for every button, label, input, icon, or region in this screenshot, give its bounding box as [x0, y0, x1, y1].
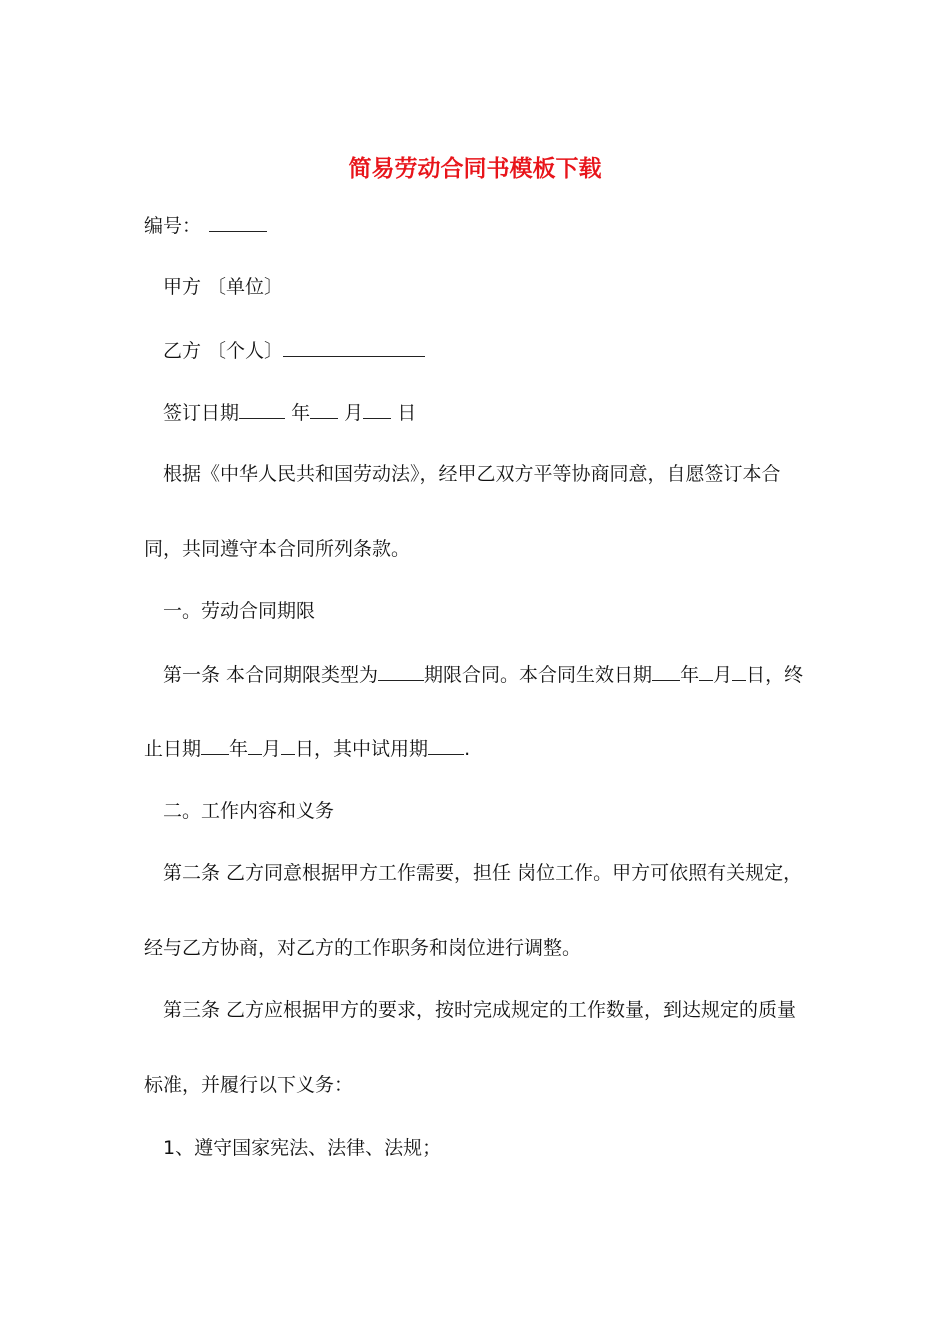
sign-date-label: 签订日期: [163, 402, 240, 424]
section-2-heading: 二。工作内容和义务: [163, 800, 335, 822]
end-day-blank: [281, 736, 295, 755]
intro-paragraph-line1: 根据《中华人民共和国劳动法》，经甲乙双方平等协商同意，自愿签订本合: [163, 463, 781, 485]
article-1-text-c: 年: [680, 664, 700, 686]
article-1-text-b: 期限合同。本合同生效日期: [424, 664, 653, 686]
sign-date-year-label: 年: [291, 402, 311, 424]
article-2-line2: 经与乙方协商，对乙方的工作职务和岗位进行调整。: [144, 937, 582, 959]
obligation-item-1: 1、遵守国家宪法、法律、法规；: [163, 1137, 442, 1159]
sign-date-month-blank: [310, 400, 338, 419]
article-1-line1: [163, 662, 803, 687]
article-3-line1: 第三条 乙方应根据甲方的要求，按时完成规定的工作数量，到达规定的质量: [163, 999, 797, 1021]
article-1-text-e: 日，终: [746, 664, 804, 686]
document-title: 简易劳动合同书模板下载: [348, 155, 602, 182]
article-3-line2: 标准，并履行以下义务：: [144, 1074, 354, 1096]
article-1-text-a: 第一条 本合同期限类型为: [163, 664, 379, 686]
party-b-label: 乙方 〔个人〕: [163, 340, 284, 362]
effective-month-blank: [699, 662, 713, 681]
contract-number-line: [144, 213, 267, 238]
article-1-end-year: 年: [229, 738, 249, 760]
sign-date-day-blank: [363, 400, 391, 419]
article-2-line1: 第二条 乙方同意根据甲方工作需要，担任 岗位工作。甲方可依照有关规定，: [163, 862, 803, 884]
probation-blank: [428, 736, 464, 755]
sign-date-year-blank: [239, 400, 285, 419]
article-1-line2: [144, 736, 470, 761]
article-1-period: .: [464, 738, 471, 760]
article-1-end-month: 月: [262, 738, 282, 760]
intro-paragraph-line2: 同，共同遵守本合同所列条款。: [144, 538, 411, 560]
contract-number-blank: [209, 213, 267, 232]
party-a-line: 甲方 〔单位〕: [163, 276, 284, 298]
contract-type-blank: [378, 662, 424, 681]
effective-year-blank: [652, 662, 680, 681]
effective-day-blank: [732, 662, 746, 681]
article-1-end-label: 止日期: [144, 738, 202, 760]
section-1-heading: 一。劳动合同期限: [163, 600, 316, 622]
end-month-blank: [248, 736, 262, 755]
article-1-text-d: 月: [713, 664, 733, 686]
contract-number-label: 编号：: [144, 215, 202, 237]
party-b-blank: [283, 338, 425, 357]
sign-date-day-label: 日: [397, 402, 417, 424]
article-1-end-day: 日，其中试用期: [295, 738, 429, 760]
sign-date-line: [163, 400, 416, 425]
end-year-blank: [201, 736, 229, 755]
sign-date-month-label: 月: [344, 402, 364, 424]
party-b-line: [163, 338, 425, 363]
